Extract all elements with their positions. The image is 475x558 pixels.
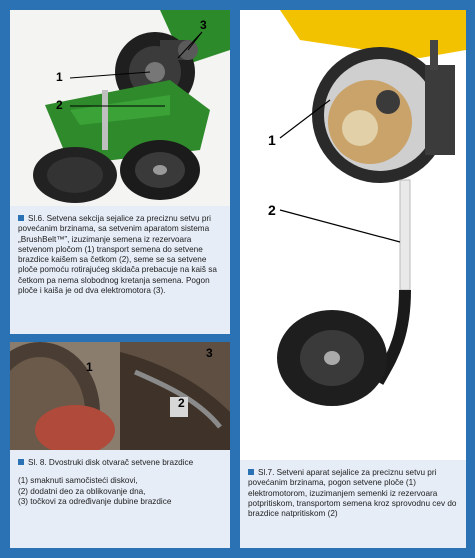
- fig7-photo: [240, 10, 466, 460]
- fig6-caption-text: Sl.6. Setvena sekcija sejalice za preciznu setvu pri povećanim brzinama, sa setvenim aparatom sistema „BrushBelt™”, izuzimanje semena iz rezervoara setvenom pločom (1) transport semena do setvene brazdice kaišem sa četkom (2), seme se sa setvene ploče pomoću rotirajućeg skidača prebacuje na kaiš sa četkom pa nema slobodnog kretanja semena. Pogon ploče i kaiša je od dva elektromotora (3).: [18, 214, 217, 296]
- fig8-item: (3) točkovi za određivanje dubine brazdice: [18, 496, 172, 506]
- fig6-label-3: 3: [200, 18, 207, 32]
- fig8-item: (2) dodatni deo za oblikovanje dna,: [18, 486, 146, 496]
- fig8-title: Sl. 8. Dvostruki disk otvarač setvene brazdice: [28, 458, 194, 467]
- fig6-panel: [10, 10, 230, 334]
- fig8-caption: [18, 458, 224, 507]
- fig8-label-3: 3: [206, 346, 213, 360]
- fig7-label-1: 1: [268, 132, 276, 148]
- fig6-photo: [10, 10, 230, 206]
- fig7-label-2: 2: [268, 202, 276, 218]
- bullet-square-icon: [18, 459, 24, 465]
- fig7-caption-text: Sl.7. Setveni aparat sejalice za preciznu setvu pri povećanim brzinama, pogon setvene ploče (1) elektromotorom, izuzimanjem semenki iz rezervoara potpritiskom, transportom semena kroz sprovodnu cev do brazdice natpritiskom (2): [248, 468, 457, 519]
- fig8-label-2: 2: [178, 396, 185, 410]
- fig6-caption: [18, 214, 224, 296]
- fig6-label-2: 2: [56, 98, 63, 112]
- fig7-panel: [240, 10, 466, 548]
- fig7-caption: [248, 468, 460, 519]
- bullet-square-icon: [18, 215, 24, 221]
- fig8-photo: [10, 342, 230, 450]
- bullet-square-icon: [248, 469, 254, 475]
- fig8-item: (1) smaknuti samočisteći diskovi,: [18, 476, 138, 486]
- fig8-panel: [10, 342, 230, 548]
- fig8-title-row: [18, 458, 224, 468]
- fig6-label-1: 1: [56, 70, 63, 84]
- fig8-label-1: 1: [86, 360, 93, 374]
